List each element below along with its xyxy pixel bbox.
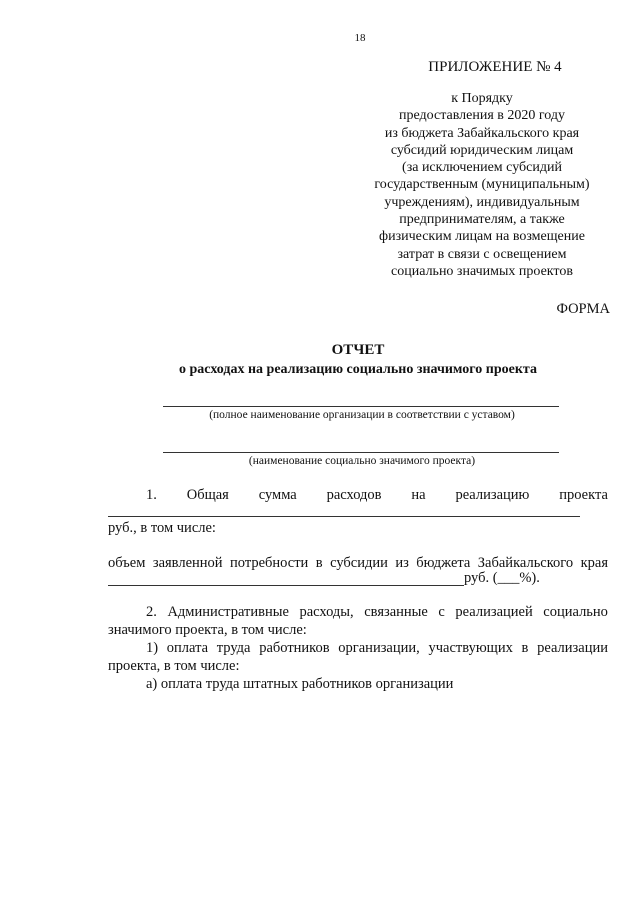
word: из	[395, 555, 409, 571]
paragraph-1-continuation: руб., в том числе:	[108, 520, 216, 536]
reference-line: государственным (муниципальным)	[374, 177, 590, 193]
word: 1.	[146, 487, 157, 503]
organization-name-caption: (полное наименование организации в соответствии с уставом)	[209, 409, 515, 421]
reference-line: предоставления в 2020 году	[399, 108, 565, 124]
subsidy-amount-tail: руб. (___%).	[464, 570, 540, 586]
form-label: ФОРМА	[556, 301, 610, 317]
word: социально	[543, 604, 608, 620]
word: края	[580, 555, 608, 571]
reference-line: предпринимателям, а также	[399, 212, 565, 228]
organization-name-line	[163, 406, 559, 407]
word: в	[521, 640, 529, 656]
word: участвующих	[428, 640, 513, 656]
subitem-1-line-2: проекта, в том числе:	[108, 658, 240, 674]
word: на	[411, 487, 426, 503]
word: потребности	[230, 555, 309, 571]
word: Забайкальского	[477, 555, 574, 571]
reference-line: учреждениям), индивидуальным	[384, 194, 580, 210]
appendix-reference-block	[352, 90, 612, 280]
project-name-caption: (наименование социально значимого проекта)	[248, 455, 476, 467]
reference-line: физическим лицам на возмещение	[379, 229, 585, 245]
paragraph-1-line	[108, 487, 608, 504]
word: субсидии	[330, 555, 388, 571]
word: оплата	[166, 640, 209, 656]
word: сумма	[258, 487, 297, 503]
word: объем	[108, 555, 146, 571]
word: Административные	[167, 604, 289, 620]
project-name-line	[163, 452, 559, 453]
word: организации,	[338, 640, 420, 656]
reference-line: социально значимых проектов	[391, 263, 573, 279]
reference-line: из бюджета Забайкальского края	[384, 125, 580, 141]
word: Общая	[186, 487, 229, 503]
word: бюджета	[416, 555, 471, 571]
word: с	[438, 604, 445, 620]
subsidy-amount-line	[108, 585, 464, 586]
word: расходов	[326, 487, 382, 503]
word: в	[315, 555, 323, 571]
word: заявленной	[152, 555, 223, 571]
reference-line: к Порядку	[451, 91, 513, 106]
word: реализацию	[455, 487, 530, 503]
total-amount-line	[108, 516, 580, 517]
word: расходы,	[299, 604, 354, 620]
page-number: 18	[354, 32, 366, 44]
reference-line: (за исключением субсидий	[402, 160, 562, 176]
word: реализацией	[455, 604, 533, 620]
subitem-a: а) оплата труда штатных работников организации	[146, 676, 454, 692]
word: реализации	[537, 640, 608, 656]
appendix-title: ПРИЛОЖЕНИЕ № 4	[428, 59, 562, 75]
paragraph-2-line-1	[146, 604, 608, 621]
word: проекта	[559, 487, 608, 503]
word: работников	[259, 640, 330, 656]
reference-line: затрат в связи с освещением	[397, 246, 567, 262]
word: 2.	[146, 604, 157, 620]
report-subtitle: о расходах на реализацию социально значимого проекта	[179, 362, 537, 377]
paragraph-2-line-2: значимого проекта, в том числе:	[108, 622, 307, 638]
reference-line: субсидий юридическим лицам	[390, 142, 574, 158]
report-title: ОТЧЕТ	[331, 342, 385, 358]
subitem-1-line-1	[146, 640, 608, 657]
word: 1)	[146, 640, 159, 656]
word: связанные	[364, 604, 428, 620]
word: труда	[216, 640, 251, 656]
